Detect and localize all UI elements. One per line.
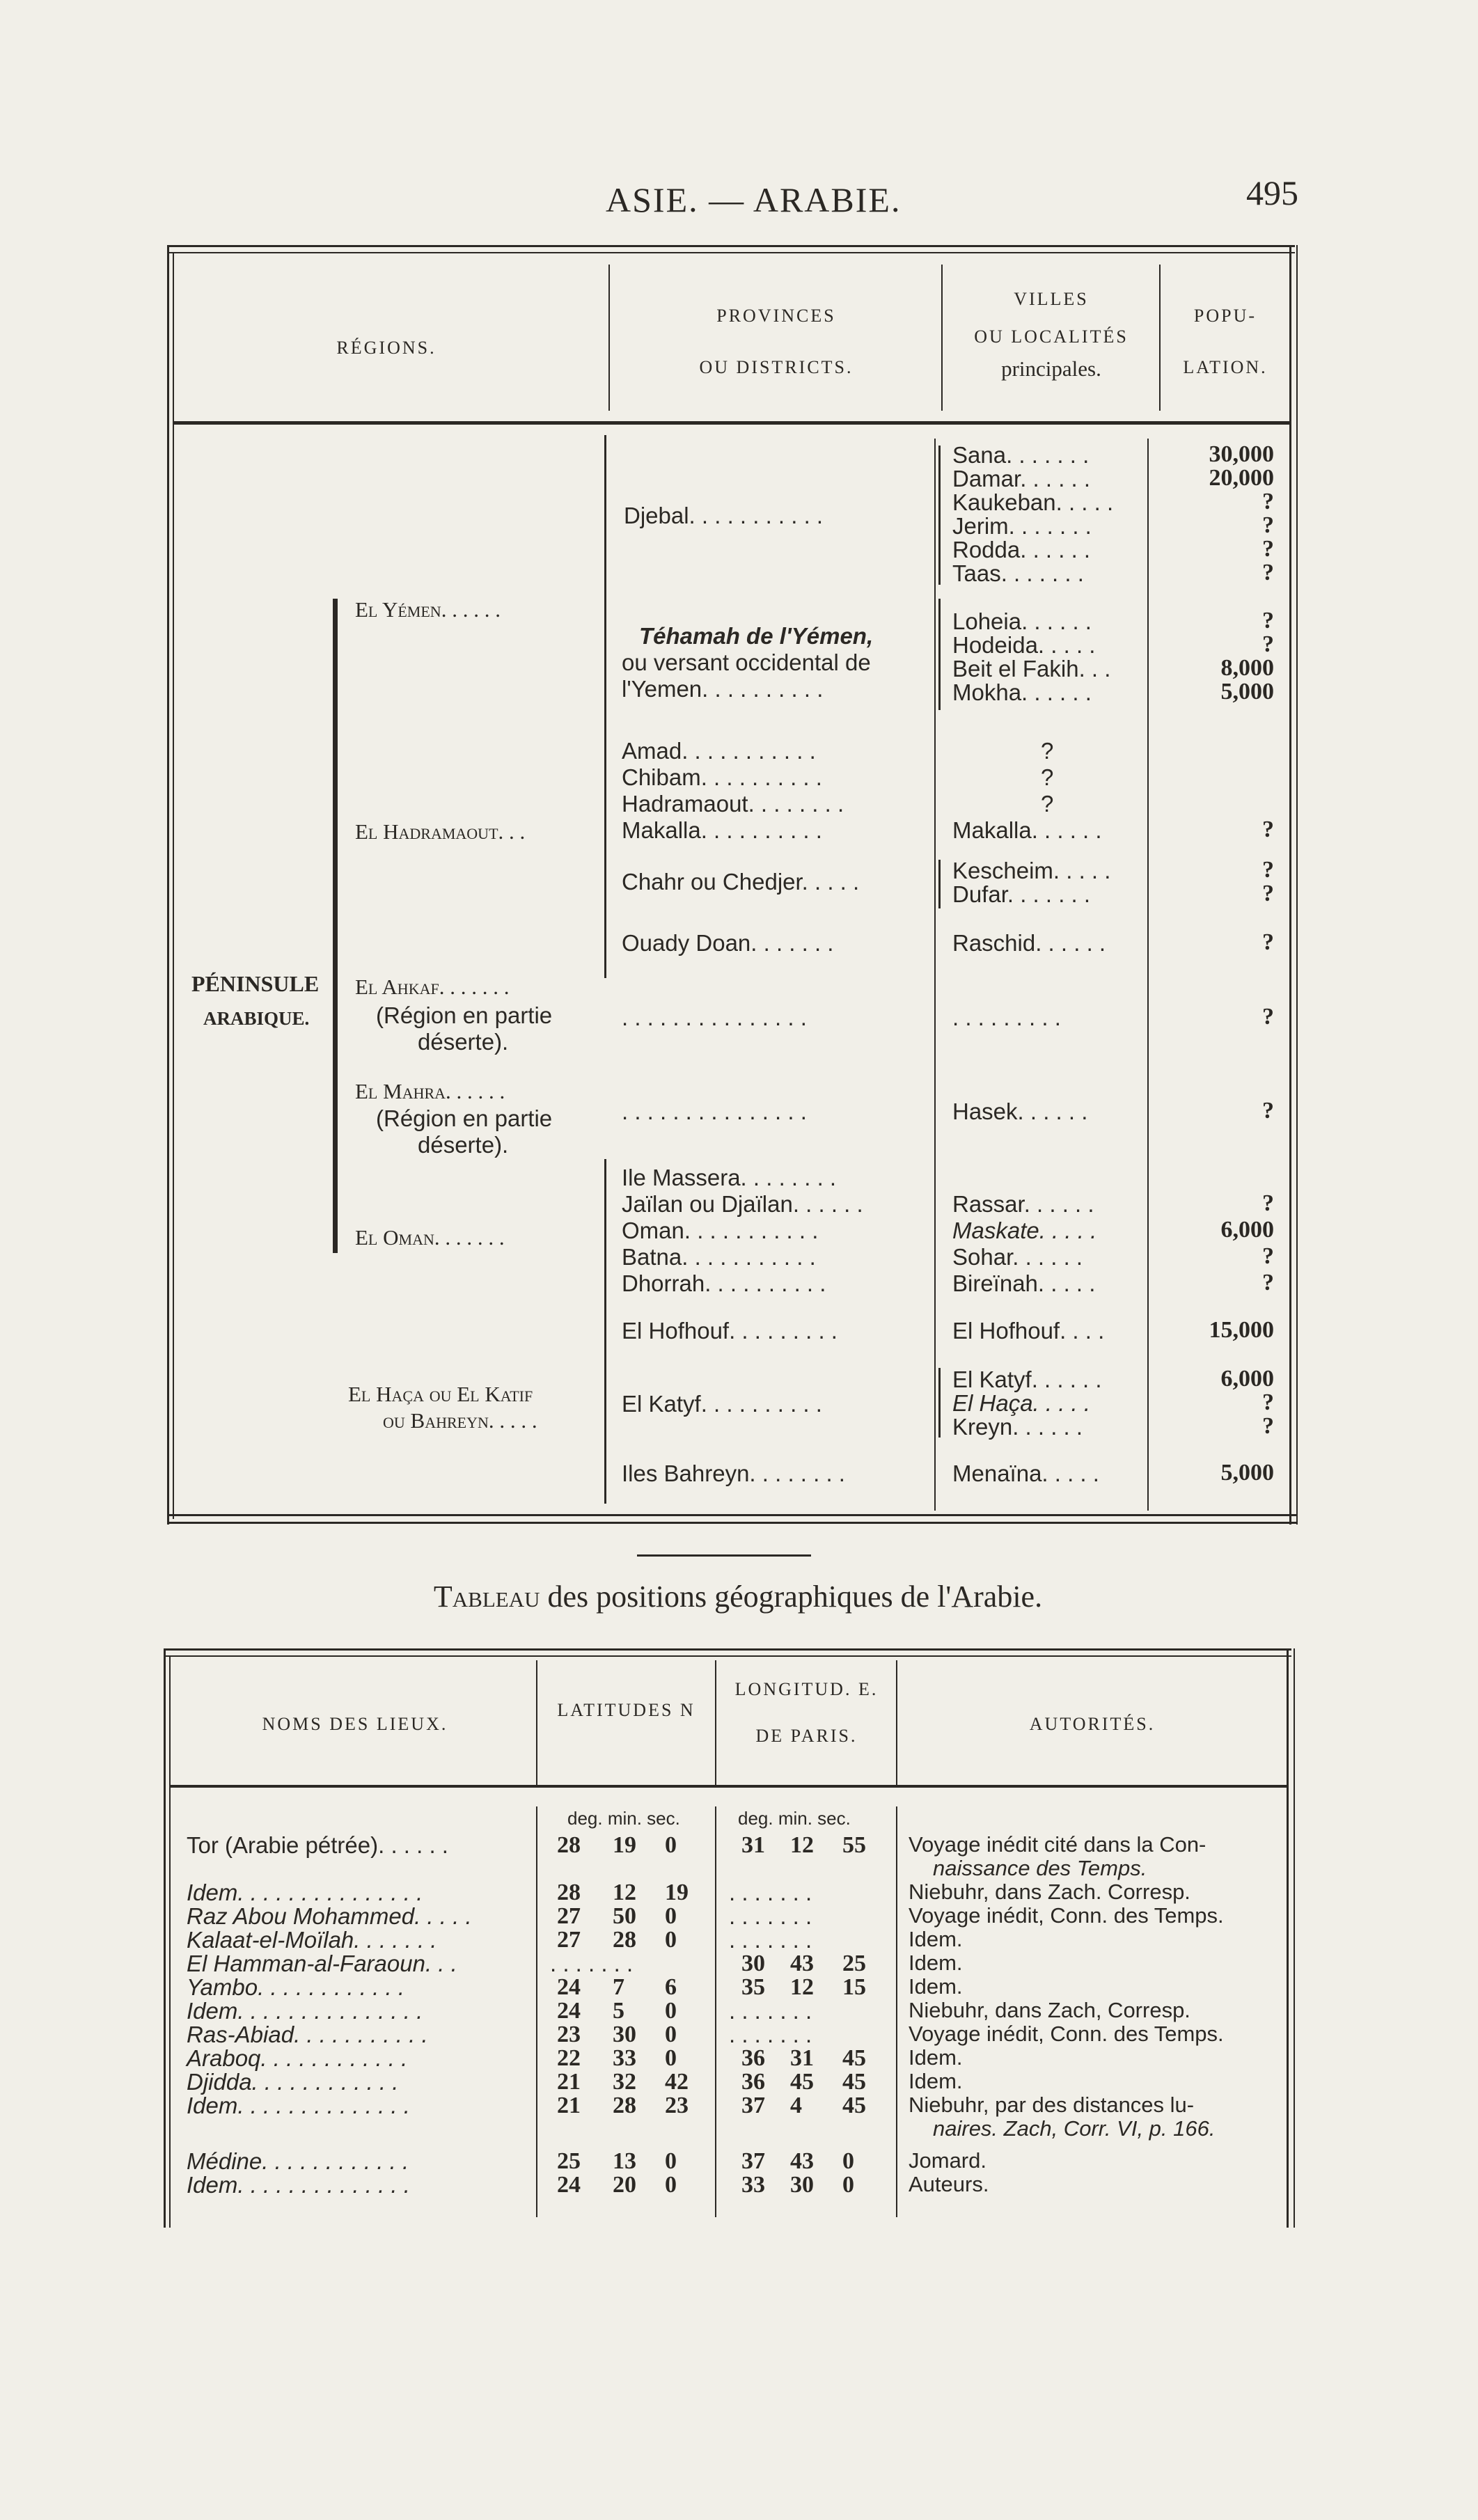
latitude-value: 21 [557, 2093, 581, 2118]
place-name: Idem. . . . . . . . . . . . . . [187, 2093, 410, 2118]
header-longitude-2: DE PARIS. [755, 1726, 858, 1746]
latitude-value: 7 [613, 1974, 624, 2000]
place-name: Yambo. . . . . . . . . . . . [187, 1974, 404, 2000]
pop-rassar: ? [1262, 1190, 1274, 1216]
longitude-value: 35 [741, 1974, 765, 2000]
latitude-value: 32 [613, 2069, 636, 2095]
region-haca-1: El Haça ou El Katif [348, 1382, 533, 1406]
province-jailan: Jaïlan ou Djaïlan. . . . . . [622, 1191, 863, 1217]
latitude-value: 0 [665, 2045, 677, 2071]
town-elhofhouf: El Hofhouf. . . . [952, 1318, 1105, 1344]
town-ahkaf-dots: . . . . . . . . . [952, 1005, 1061, 1030]
table-caption: Tableau des positions géographiques de l'Arabie. [433, 1580, 1043, 1614]
town-elhaca: El Haça. . . . . [952, 1390, 1091, 1416]
longitude-empty: . . . . . . . [729, 1880, 812, 1905]
authority-cont: naissance des Temps. [933, 1856, 1147, 1880]
latitude-value: 19 [613, 1832, 636, 1858]
place-name: Idem. . . . . . . . . . . . . . . [187, 1998, 423, 2024]
longitude-value: 43 [790, 2148, 814, 2174]
longitude-value: 45 [842, 2045, 866, 2071]
longitude-value: 33 [741, 2172, 765, 2198]
longitude-value: 12 [790, 1832, 814, 1858]
latitude-value: 28 [557, 1832, 581, 1858]
longitude-value: 25 [842, 1951, 866, 1976]
town-bireinah: Bireïnah. . . . . [952, 1270, 1096, 1296]
region-mahra: El Mahra. . . . . . [355, 1079, 505, 1103]
longitude-value: 30 [741, 1951, 765, 1976]
latitude-value: 0 [665, 1903, 677, 1929]
latitude-value: 25 [557, 2148, 581, 2174]
town-mokha: Mokha. . . . . . [952, 679, 1092, 705]
latitude-value: 0 [665, 2172, 677, 2198]
lat-units: deg. min. sec. [567, 1808, 680, 1829]
header-noms: NOMS DES LIEUX. [262, 1714, 448, 1734]
province-dhorrah: Dhorrah. . . . . . . . . . [622, 1270, 826, 1296]
place-name: Kalaat-el-Moïlah. . . . . . . [187, 1927, 437, 1953]
latitude-value: 50 [613, 1903, 636, 1929]
latitude-value: 23 [557, 2022, 581, 2047]
place-name: Idem. . . . . . . . . . . . . . [187, 2172, 410, 2198]
place-name: Tor (Arabie pétrée). . . . . . [187, 1832, 448, 1858]
pop-sohar: ? [1262, 1243, 1274, 1269]
pop-taas: ? [1262, 560, 1274, 585]
region-mahra-note-1: (Région en partie [376, 1105, 553, 1131]
authority: Idem. [909, 2045, 963, 2070]
longitude-empty: . . . . . . . [729, 1927, 812, 1953]
longitude-empty: . . . . . . . [729, 1903, 812, 1929]
town-chibam-unknown: ? [1041, 764, 1054, 790]
pop-bireinah: ? [1262, 1270, 1274, 1296]
place-name: El Hamman-al-Faraoun. . . [187, 1951, 457, 1976]
latitude-value: 27 [557, 1903, 581, 1929]
town-dufar: Dufar. . . . . . . [952, 881, 1091, 907]
latitude-value: 0 [665, 1832, 677, 1858]
authority: Niebuhr, dans Zach. Corresp. [909, 1880, 1190, 1904]
province-oman: Oman. . . . . . . . . . . [622, 1218, 819, 1243]
town-hasek: Hasek. . . . . . [952, 1098, 1088, 1124]
place-name: Araboq. . . . . . . . . . . . [187, 2045, 408, 2071]
pop-beitelfakih: 8,000 [1220, 655, 1274, 681]
authority: Voyage inédit cité dans la Con- [909, 1832, 1206, 1857]
region-haca-2: ou Bahreyn. . . . . [383, 1408, 537, 1433]
province-elkatyf: El Katyf. . . . . . . . . . [622, 1391, 822, 1417]
pop-mokha: 5,000 [1220, 679, 1274, 704]
latitude-value: 0 [665, 1998, 677, 2024]
longitude-value: 37 [741, 2093, 765, 2118]
page-number: 495 [1246, 173, 1298, 212]
longitude-value: 31 [790, 2045, 814, 2071]
town-loheia: Loheia. . . . . . [952, 608, 1092, 634]
town-hadramaout-unknown: ? [1041, 791, 1054, 817]
latitude-value: 24 [557, 2172, 581, 2198]
authority: Auteurs. [909, 2172, 989, 2196]
province-djebal: Djebal. . . . . . . . . . . [624, 503, 824, 528]
pop-hasek: ? [1262, 1098, 1274, 1124]
pop-menaina: 5,000 [1220, 1460, 1274, 1486]
place-name: Raz Abou Mohammed. . . . . [187, 1903, 472, 1929]
latitude-value: 42 [665, 2069, 689, 2095]
pop-kescheim: ? [1262, 857, 1274, 883]
latitude-value: 28 [613, 1927, 636, 1953]
town-amad-unknown: ? [1041, 738, 1054, 764]
header-villes-3: principales. [1001, 356, 1101, 381]
region-hadramaout: El Hadramaout. . . [355, 819, 526, 844]
longitude-value: 30 [790, 2172, 814, 2198]
latitude-value: 24 [557, 1974, 581, 2000]
province-elhofhouf: El Hofhouf. . . . . . . . . [622, 1318, 838, 1344]
latitude-value: 13 [613, 2148, 636, 2174]
latitude-value: 30 [613, 2022, 636, 2047]
lon-units: deg. min. sec. [738, 1808, 851, 1829]
province-tehamah-3: l'Yemen. . . . . . . . . . [622, 676, 824, 702]
latitude-empty: . . . . . . . [550, 1951, 634, 1976]
place-name: Djidda. . . . . . . . . . . . [187, 2069, 399, 2095]
region-yemen: El Yémen. . . . . . [355, 597, 501, 622]
province-makalla: Makalla. . . . . . . . . . [622, 817, 822, 843]
town-damar: Damar. . . . . . [952, 466, 1091, 491]
latitude-value: 28 [557, 1880, 581, 1905]
peninsula-label-2: ARABIQUE. [203, 1008, 310, 1029]
latitude-value: 0 [665, 2022, 677, 2047]
town-sohar: Sohar. . . . . . [952, 1244, 1083, 1270]
authority: Voyage inédit, Conn. des Temps. [909, 2022, 1224, 2046]
region-ahkaf: El Ahkaf. . . . . . . [355, 975, 510, 999]
place-name: Médine. . . . . . . . . . . . [187, 2148, 409, 2174]
pop-elhaca: ? [1262, 1389, 1274, 1415]
latitude-value: 5 [613, 1998, 624, 2024]
pop-ahkaf: ? [1262, 1004, 1274, 1030]
town-kreyn: Kreyn. . . . . . [952, 1414, 1083, 1440]
header-regions: RÉGIONS. [336, 338, 437, 358]
town-hodeida: Hodeida. . . . . [952, 632, 1096, 658]
province-chahr: Chahr ou Chedjer. . . . . [622, 869, 860, 895]
longitude-value: 4 [790, 2093, 802, 2118]
town-kescheim: Kescheim. . . . . [952, 858, 1111, 883]
longitude-value: 12 [790, 1974, 814, 2000]
pop-damar: 20,000 [1209, 465, 1274, 491]
longitude-value: 45 [842, 2093, 866, 2118]
longitude-value: 36 [741, 2045, 765, 2071]
pop-maskate: 6,000 [1220, 1217, 1274, 1243]
latitude-value: 0 [665, 1927, 677, 1953]
region-mahra-note-2: déserte). [418, 1132, 509, 1158]
pop-jerim: ? [1262, 512, 1274, 538]
longitude-value: 45 [842, 2069, 866, 2095]
longitude-empty: . . . . . . . [729, 2022, 812, 2047]
latitude-value: 22 [557, 2045, 581, 2071]
province-ahkaf: . . . . . . . . . . . . . . . [622, 1005, 807, 1030]
longitude-value: 0 [842, 2148, 854, 2174]
header-villes-1: VILLES [1014, 289, 1089, 309]
authority: Jomard. [909, 2148, 986, 2173]
pop-sana: 30,000 [1209, 441, 1274, 467]
pop-elkatyf: 6,000 [1220, 1366, 1274, 1392]
latitude-value: 0 [665, 2148, 677, 2174]
latitude-value: 19 [665, 1880, 689, 1905]
town-maskate: Maskate. . . . . [952, 1218, 1097, 1243]
longitude-value: 36 [741, 2069, 765, 2095]
pop-kreyn: ? [1262, 1413, 1274, 1439]
authority: Voyage inédit, Conn. des Temps. [909, 1903, 1224, 1928]
province-tehamah-2: ou versant occidental de [622, 649, 871, 675]
header-latitudes: LATITUDES N [557, 1700, 695, 1720]
longitude-value: 55 [842, 1832, 866, 1858]
town-sana: Sana. . . . . . . [952, 442, 1090, 468]
latitude-value: 33 [613, 2045, 636, 2071]
province-mahra: . . . . . . . . . . . . . . . [622, 1098, 807, 1124]
longitude-value: 31 [741, 1832, 765, 1858]
province-ouadydoan: Ouady Doan. . . . . . . [622, 930, 834, 956]
latitude-value: 6 [665, 1974, 677, 2000]
town-raschid: Raschid. . . . . . [952, 930, 1106, 956]
authority: Niebuhr, par des distances lu- [909, 2093, 1195, 2117]
longitude-value: 37 [741, 2148, 765, 2174]
town-taas: Taas. . . . . . . [952, 560, 1084, 586]
province-ilemassera: Ile Massera. . . . . . . . [622, 1165, 837, 1190]
authority: Idem. [909, 1951, 963, 1975]
province-batna: Batna. . . . . . . . . . . [622, 1244, 816, 1270]
town-rodda: Rodda. . . . . . [952, 537, 1091, 562]
longitude-value: 43 [790, 1951, 814, 1976]
town-makalla: Makalla. . . . . . [952, 817, 1102, 843]
place-name: Idem. . . . . . . . . . . . . . . [187, 1880, 423, 1905]
latitude-value: 20 [613, 2172, 636, 2198]
town-menaina: Menaïna. . . . . [952, 1460, 1099, 1486]
pop-kaukeban: ? [1262, 489, 1274, 514]
authority: Idem. [909, 1974, 963, 1999]
longitude-value: 0 [842, 2172, 854, 2198]
running-head: ASIE. — ARABIE. [606, 180, 902, 219]
header-longitude-1: LONGITUD. E. [734, 1679, 879, 1699]
pop-raschid: ? [1262, 929, 1274, 955]
province-tehamah-1: Téhamah de l'Yémen, [639, 623, 874, 649]
latitude-value: 28 [613, 2093, 636, 2118]
header-autorites: AUTORITÉS. [1029, 1714, 1156, 1734]
town-jerim: Jerim. . . . . . . [952, 513, 1092, 539]
latitude-value: 21 [557, 2069, 581, 2095]
authority: Idem. [909, 2069, 963, 2093]
region-ahkaf-note-1: (Région en partie [376, 1002, 553, 1028]
latitude-value: 27 [557, 1927, 581, 1953]
pop-loheia: ? [1262, 608, 1274, 633]
header-pop-1: POPU- [1193, 306, 1257, 326]
pop-makalla: ? [1262, 817, 1274, 842]
province-amad: Amad. . . . . . . . . . . [622, 738, 816, 764]
place-name: Ras-Abiad. . . . . . . . . . . [187, 2022, 428, 2047]
town-rassar: Rassar. . . . . . [952, 1191, 1094, 1217]
pop-elhofhouf: 15,000 [1209, 1317, 1274, 1343]
pop-dufar: ? [1262, 881, 1274, 906]
peninsula-label-1: PÉNINSULE [191, 971, 320, 996]
town-kaukeban: Kaukeban. . . . . [952, 489, 1114, 515]
town-elkatyf: El Katyf. . . . . . [952, 1367, 1102, 1392]
longitude-value: 45 [790, 2069, 814, 2095]
pop-rodda: ? [1262, 536, 1274, 562]
latitude-value: 12 [613, 1880, 636, 1905]
header-provinces-1: PROVINCES [716, 306, 836, 326]
latitude-value: 24 [557, 1998, 581, 2024]
header-pop-2: LATION. [1183, 357, 1268, 377]
header-provinces-2: OU DISTRICTS. [699, 357, 854, 377]
region-ahkaf-note-2: déserte). [418, 1029, 509, 1055]
province-ilesbahreyn: Iles Bahreyn. . . . . . . . [622, 1460, 845, 1486]
region-oman: El Oman. . . . . . . [355, 1225, 505, 1250]
longitude-empty: . . . . . . . [729, 1998, 812, 2024]
authority: Idem. [909, 1927, 963, 1951]
authority-cont: naires. Zach, Corr. VI, p. 166. [933, 2116, 1216, 2141]
town-beitelfakih: Beit el Fakih. . . [952, 656, 1111, 682]
pop-hodeida: ? [1262, 631, 1274, 657]
header-villes-2: OU LOCALITÉS [974, 326, 1129, 347]
longitude-value: 15 [842, 1974, 866, 2000]
authority: Niebuhr, dans Zach, Corresp. [909, 1998, 1190, 2022]
province-hadramaout: Hadramaout. . . . . . . . [622, 791, 844, 817]
latitude-value: 23 [665, 2093, 689, 2118]
province-chibam: Chibam. . . . . . . . . . [622, 764, 822, 790]
